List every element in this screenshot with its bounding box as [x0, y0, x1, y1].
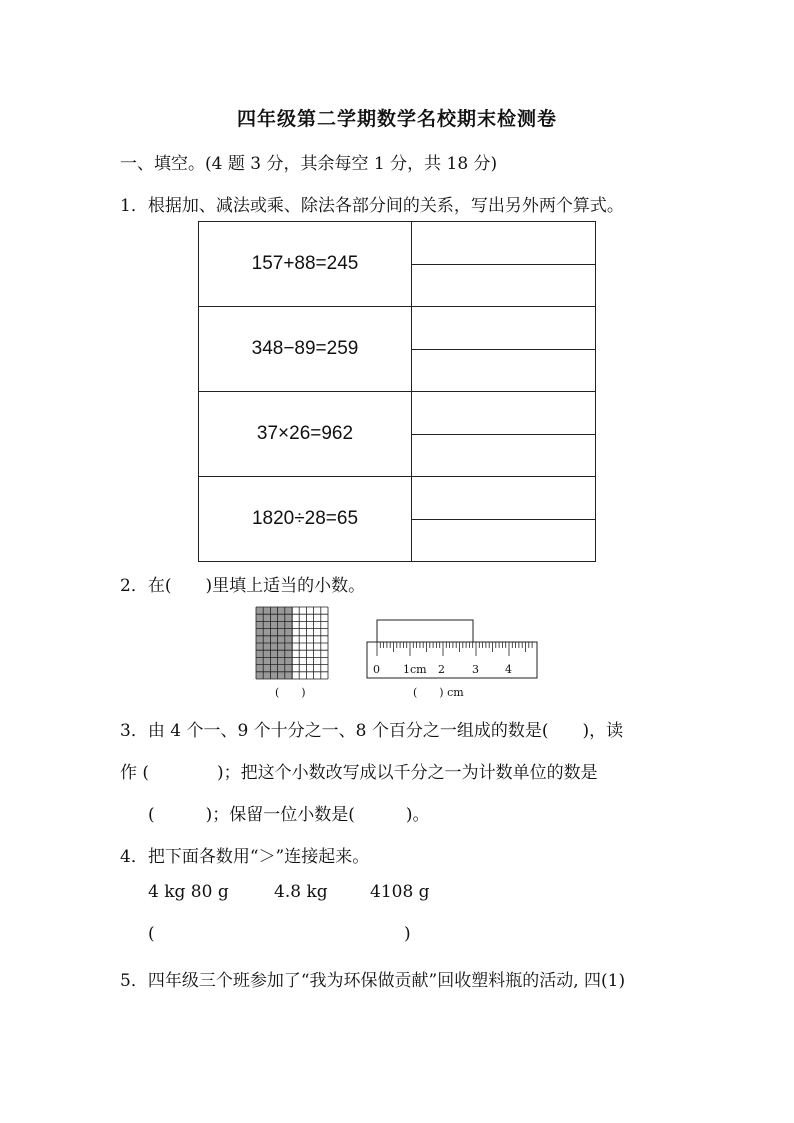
quantity-value: 4.8 kg [274, 882, 328, 902]
equation-cell: 157+88=245 [199, 222, 412, 307]
equation-cell: 348−89=259 [199, 307, 412, 392]
ruler-figure [365, 618, 540, 680]
answer-cell[interactable] [412, 222, 596, 265]
section-heading: 一、填空。(4 题 3 分，其余每空 1 分，共 18 分) [120, 154, 498, 174]
equation-cell: 1820÷28=65 [199, 477, 412, 562]
answer-cell[interactable] [412, 477, 596, 520]
question-3-line: ( )；保留一位小数是( )。 [148, 805, 430, 825]
ruler-label: 4 [505, 663, 512, 676]
answer-cell[interactable] [412, 392, 596, 435]
question-5-prompt: 5．四年级三个班参加了“我为环保做贡献”回收塑料瓶的活动, 四(1) [120, 971, 626, 991]
quantity-value: 4 kg 80 g [148, 882, 229, 902]
answer-cell[interactable] [412, 307, 596, 350]
question-3-line: 作 ( )；把这个小数改写成以千分之一为计数单位的数是 [120, 763, 598, 783]
answer-cell[interactable] [412, 349, 596, 392]
ruler-label: 3 [472, 663, 479, 676]
equation-table [198, 221, 596, 562]
answer-cell[interactable] [412, 519, 596, 562]
answer-cell[interactable] [412, 434, 596, 477]
measured-bar [377, 620, 473, 642]
hundred-grid-figure [255, 606, 329, 680]
equation-cell: 37×26=962 [199, 392, 412, 477]
ruler-label: 1cm [403, 663, 427, 676]
quantity-value: 4108 g [370, 882, 430, 902]
grid-answer-blank[interactable]: ( ) [275, 686, 306, 699]
ruler-label: 2 [438, 663, 445, 676]
question-1-prompt: 1．根据加、减法或乘、除法各部分间的关系，写出另外两个算式。 [120, 196, 624, 216]
question-2-prompt: 2．在( )里填上适当的小数。 [120, 576, 366, 596]
answer-cell[interactable] [412, 264, 596, 307]
answer-open-paren[interactable]: ( [148, 924, 155, 944]
answer-close-paren[interactable]: ) [404, 924, 411, 944]
ruler-answer-blank[interactable]: ( ) cm [413, 686, 464, 699]
page-title: 四年级第二学期数学名校期末检测卷 [236, 108, 557, 130]
question-3-line: 3．由 4 个一、9 个十分之一、8 个百分之一组成的数是( )，读 [120, 721, 624, 741]
question-4-prompt: 4．把下面各数用“＞”连接起来。 [120, 847, 370, 867]
ruler-label: 0 [373, 663, 380, 676]
